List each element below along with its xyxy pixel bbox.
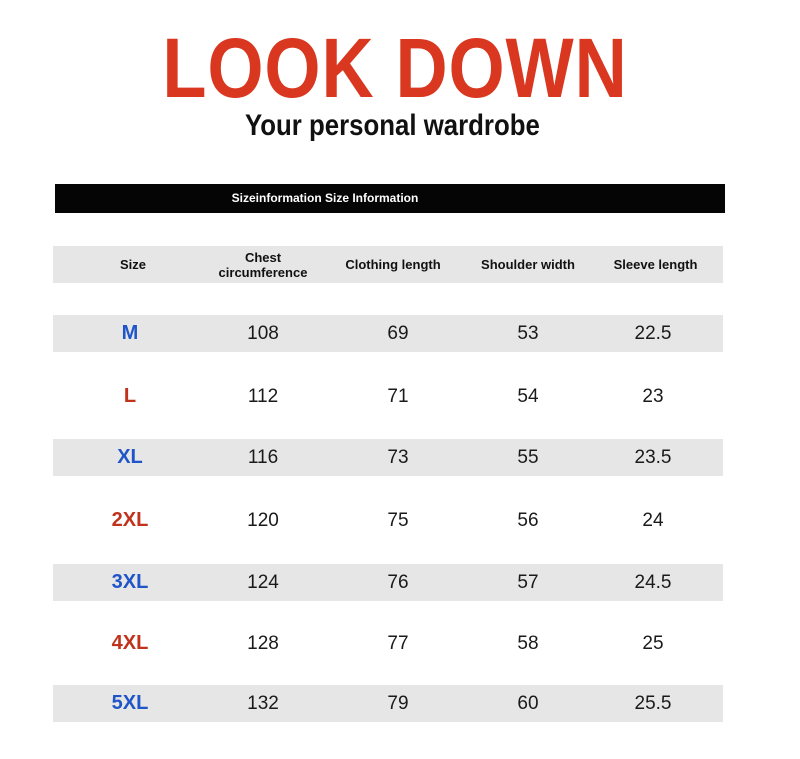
- header-chest: Chest circumference: [218, 249, 308, 280]
- size-value: 4XL: [111, 632, 149, 654]
- chest-value: 112: [247, 385, 279, 407]
- table-row: [53, 625, 723, 662]
- table-row: [53, 378, 723, 415]
- shoulder-width-value: 60: [517, 692, 539, 714]
- sleeve-length-value: 22.5: [634, 322, 672, 344]
- clothing-length-value: 69: [387, 322, 409, 344]
- header-size: Size: [119, 257, 146, 272]
- header-clothing-length: Clothing length: [345, 257, 441, 272]
- chest-value: 124: [247, 571, 279, 593]
- clothing-length-value: 75: [387, 509, 409, 531]
- brand-title: LOOK DOWN: [162, 21, 628, 115]
- shoulder-width-value: 54: [517, 385, 539, 407]
- chest-value: 132: [247, 692, 279, 714]
- shoulder-width-value: 56: [517, 509, 539, 531]
- size-value: 5XL: [111, 692, 149, 714]
- clothing-length-value: 76: [387, 571, 409, 593]
- chest-value: 108: [247, 322, 279, 344]
- table-row: [53, 315, 723, 352]
- shoulder-width-value: 53: [517, 322, 539, 344]
- size-value: M: [121, 322, 139, 344]
- table-row: [53, 564, 723, 601]
- sleeve-length-value: 23: [642, 385, 664, 407]
- chest-value: 120: [247, 509, 279, 531]
- table-header: [53, 246, 723, 283]
- size-value: L: [123, 385, 137, 407]
- chest-value: 116: [247, 446, 279, 468]
- table-row: [53, 685, 723, 722]
- clothing-length-value: 73: [387, 446, 409, 468]
- shoulder-width-value: 55: [517, 446, 539, 468]
- header-sleeve-length: Sleeve length: [613, 257, 698, 272]
- sleeve-length-value: 25: [642, 632, 664, 654]
- size-value: XL: [117, 446, 143, 468]
- size-value: 3XL: [111, 571, 149, 593]
- clothing-length-value: 79: [387, 692, 409, 714]
- sleeve-length-value: 25.5: [634, 692, 672, 714]
- size-value: 2XL: [111, 509, 149, 531]
- clothing-length-value: 77: [387, 632, 409, 654]
- shoulder-width-value: 57: [517, 571, 539, 593]
- table-row: [53, 439, 723, 476]
- chest-value: 128: [247, 632, 279, 654]
- clothing-length-value: 71: [387, 385, 409, 407]
- sleeve-length-value: 24.5: [634, 571, 672, 593]
- header-shoulder-width: Shoulder width: [481, 257, 575, 272]
- brand-tagline: Your personal wardrobe: [244, 109, 540, 142]
- sleeve-length-value: 24: [642, 509, 664, 531]
- section-banner: Sizeinformation Size Information: [55, 184, 725, 213]
- sleeve-length-value: 23.5: [634, 446, 672, 468]
- table-row: [53, 502, 723, 539]
- shoulder-width-value: 58: [517, 632, 539, 654]
